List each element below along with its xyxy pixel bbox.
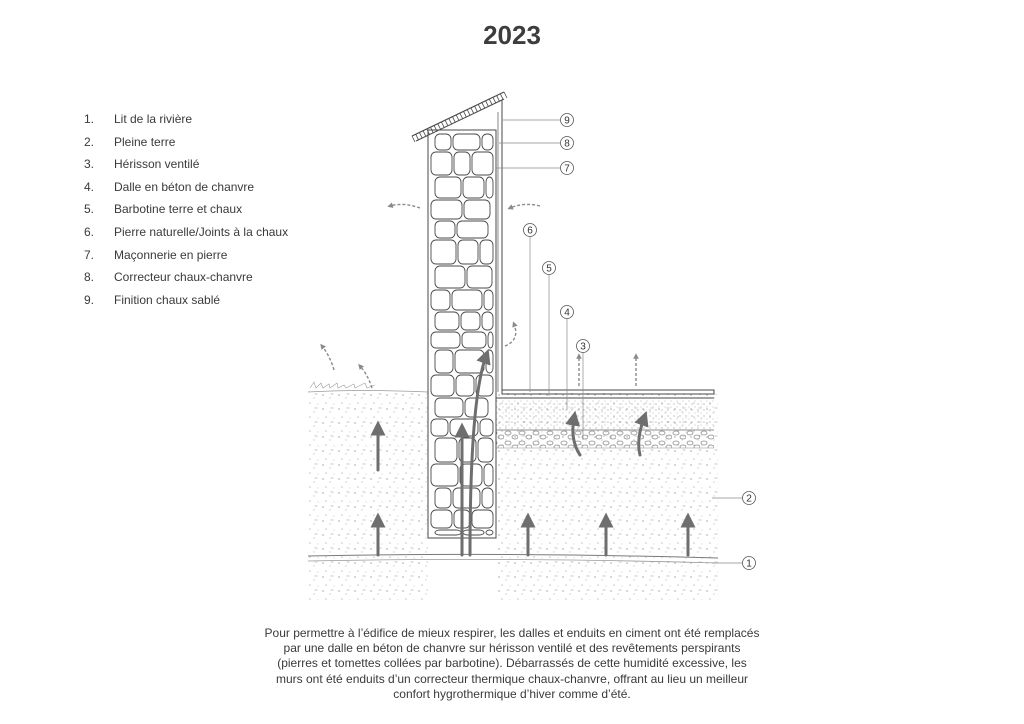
callout-label: 7 <box>564 163 570 175</box>
legend-number: 5. <box>84 202 95 217</box>
legend-number: 4. <box>84 179 95 194</box>
callout-5 <box>543 262 556 275</box>
callout-label: 4 <box>564 307 570 319</box>
callout-4 <box>561 306 574 319</box>
legend-number: 1. <box>84 112 95 126</box>
legend-number: 3. <box>84 157 95 172</box>
legend-number: 2. <box>84 134 95 149</box>
caption-line: murs ont été enduits d’un correcteur thermique chaux-chanvre, offrant au lieu un meilleur <box>275 671 749 686</box>
callout-7 <box>561 162 574 175</box>
callout-8 <box>561 137 574 150</box>
caption-line: par une dalle en béton de chanvre sur hérisson ventilé et des revêtements perspirants <box>283 641 741 656</box>
floor-slab <box>496 390 714 448</box>
legend-label: Correcteur chaux-chanvre <box>114 270 253 285</box>
callout-9 <box>561 114 574 127</box>
callout-6 <box>524 224 537 237</box>
legend-number: 6. <box>84 224 95 239</box>
legend-label: Hérisson ventilé <box>114 157 200 172</box>
legend-label: Finition chaux sablé <box>114 292 221 307</box>
legend-label: Pleine terre <box>114 134 176 149</box>
legend-label: Maçonnerie en pierre <box>114 247 228 262</box>
callout-label: 3 <box>580 341 586 353</box>
legend-number: 8. <box>84 270 95 285</box>
legend-number: 7. <box>84 247 95 262</box>
legend-label: Lit de la rivière <box>114 112 193 126</box>
caption-line: confort hygrothermique d’hiver comme d’été. <box>393 686 631 701</box>
callout-label: 6 <box>527 225 533 237</box>
callout-3 <box>577 340 590 353</box>
legend-number: 9. <box>84 292 95 307</box>
callout-label: 2 <box>746 493 752 505</box>
caption-line: (pierres et tomettes collées par barbotine). Débarrassés de cette humidité excessive, les <box>277 656 747 671</box>
callout-label: 9 <box>564 115 570 127</box>
caption-line: Pour permettre à l’édifice de mieux respirer, les dalles et enduits en ciment ont été remplacés <box>264 626 760 640</box>
legend-label: Barbotine terre et chaux <box>114 202 243 217</box>
callout-label: 1 <box>746 558 752 570</box>
page-title: 2023 <box>483 20 541 50</box>
caption-text <box>252 626 772 702</box>
legend-label: Dalle en béton de chanvre <box>114 179 255 194</box>
callout-1 <box>743 557 756 570</box>
legend-label: Pierre naturelle/Joints à la chaux <box>114 224 289 239</box>
callout-label: 8 <box>564 138 570 150</box>
wall-coating <box>498 100 502 392</box>
callout-2 <box>743 492 756 505</box>
callout-label: 5 <box>546 263 552 275</box>
